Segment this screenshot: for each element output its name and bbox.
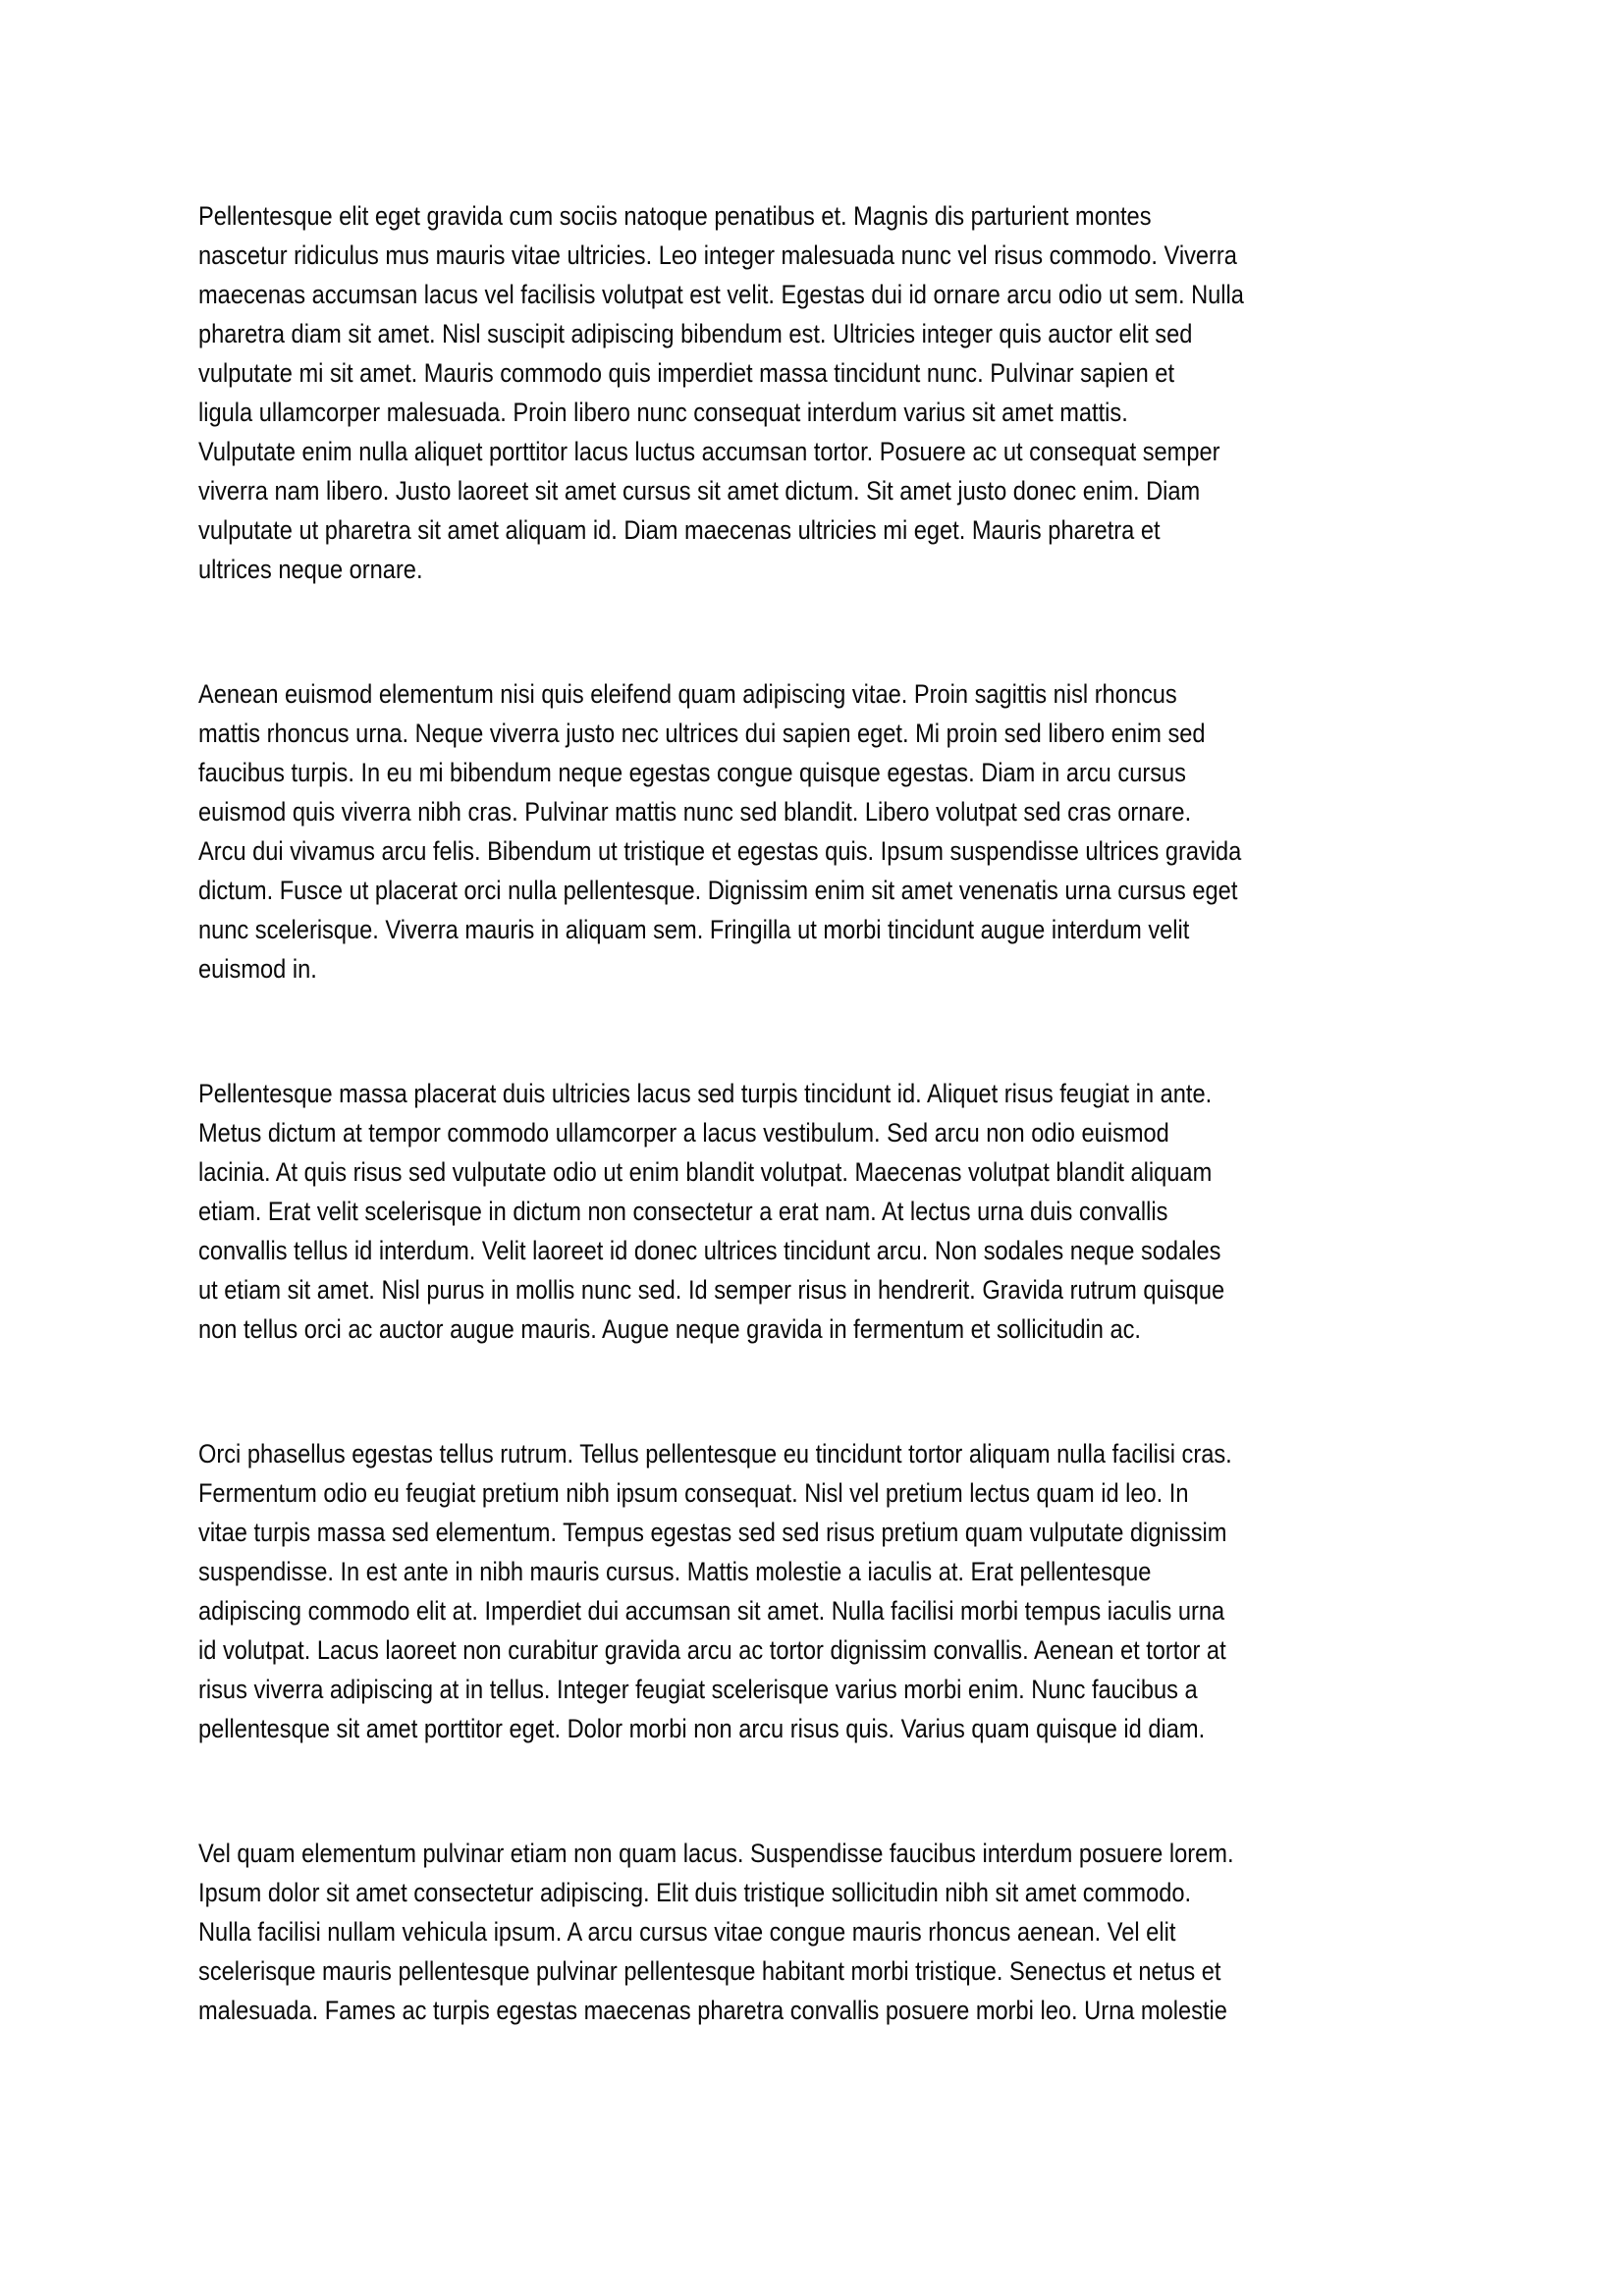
text-line: ut etiam sit amet. Nisl purus in mollis nunc sed. Id semper risus in hendrerit. Gravida rutrum quisque [198, 1275, 1225, 1305]
text-line: adipiscing commodo elit at. Imperdiet dui accumsan sit amet. Nulla facilisi morbi tempus iaculis urna [198, 1596, 1225, 1626]
text-line: vulputate mi sit amet. Mauris commodo quis imperdiet massa tincidunt nunc. Pulvinar sapien et [198, 358, 1175, 388]
text-line: Arcu dui vivamus arcu felis. Bibendum ut tristique et egestas quis. Ipsum suspendisse ultrices gravida [198, 836, 1242, 866]
text-line: Vulputate enim nulla aliquet porttitor lacus luctus accumsan tortor. Posuere ac ut consequat semper [198, 437, 1220, 466]
text-line: lacinia. At quis risus sed vulputate odio ut enim blandit volutpat. Maecenas volutpat blandit aliquam [198, 1157, 1213, 1187]
text-line: vitae turpis massa sed elementum. Tempus egestas sed sed risus pretium quam vulputate dignissim [198, 1518, 1227, 1547]
text-line: pellentesque sit amet porttitor eget. Dolor morbi non arcu risus quis. Varius quam quisque id diam. [198, 1714, 1206, 1743]
paragraph-3 [198, 1074, 1428, 1349]
text-line: non tellus orci ac auctor augue mauris. Augue neque gravida in fermentum et sollicitudin ac. [198, 1314, 1141, 1344]
text-line: vulputate ut pharetra sit amet aliquam id. Diam maecenas ultricies mi eget. Mauris pharetra et [198, 515, 1161, 545]
text-line: maecenas accumsan lacus vel facilisis volutpat est velit. Egestas dui id ornare arcu odio ut sem. Nulla [198, 280, 1244, 309]
text-line: viverra nam libero. Justo laoreet sit amet cursus sit amet dictum. Sit amet justo donec enim. Diam [198, 476, 1201, 506]
text-line: dictum. Fusce ut placerat orci nulla pellentesque. Dignissim enim sit amet venenatis urna cursus eget [198, 876, 1238, 905]
text-line: euismod in. [198, 954, 317, 984]
text-line: scelerisque mauris pellentesque pulvinar pellentesque habitant morbi tristique. Senectus et netus et [198, 1956, 1221, 1986]
paragraph-5 [198, 1834, 1428, 2030]
text-line: etiam. Erat velit scelerisque in dictum non consectetur a erat nam. At lectus urna duis convallis [198, 1197, 1168, 1226]
text-line: nascetur ridiculus mus mauris vitae ultricies. Leo integer malesuada nunc vel risus commodo. Viverra [198, 240, 1237, 270]
text-line: mattis rhoncus urna. Neque viverra justo nec ultrices dui sapien eget. Mi proin sed libero enim sed [198, 719, 1206, 748]
text-line: Nulla facilisi nullam vehicula ipsum. A arcu cursus vitae congue mauris rhoncus aenean. Vel elit [198, 1917, 1176, 1947]
text-line: euismod quis viverra nibh cras. Pulvinar mattis nunc sed blandit. Libero volutpat sed cras ornare. [198, 797, 1192, 827]
paragraph-4 [198, 1434, 1428, 1748]
text-line: Pellentesque massa placerat duis ultricies lacus sed turpis tincidunt id. Aliquet risus feugiat in ante. [198, 1079, 1213, 1108]
text-line: Orci phasellus egestas tellus rutrum. Tellus pellentesque eu tincidunt tortor aliquam nulla facilisi cras. [198, 1439, 1232, 1468]
text-line: faucibus turpis. In eu mi bibendum neque egestas congue quisque egestas. Diam in arcu cursus [198, 758, 1186, 787]
text-line: Vel quam elementum pulvinar etiam non quam lacus. Suspendisse faucibus interdum posuere lorem. [198, 1839, 1234, 1868]
text-line: Pellentesque elit eget gravida cum sociis natoque penatibus et. Magnis dis parturient montes [198, 201, 1152, 231]
text-line: risus viverra adipiscing at in tellus. Integer feugiat scelerisque varius morbi enim. Nunc faucibus a [198, 1675, 1198, 1704]
text-line: malesuada. Fames ac turpis egestas maecenas pharetra convallis posuere morbi leo. Urna molestie [198, 1996, 1227, 2025]
document-body [198, 196, 1428, 2115]
text-line: pharetra diam sit amet. Nisl suscipit adipiscing bibendum est. Ultricies integer quis auctor elit sed [198, 319, 1193, 348]
text-line: id volutpat. Lacus laoreet non curabitur gravida arcu ac tortor dignissim convallis. Aenean et tortor at [198, 1635, 1226, 1665]
text-line: suspendisse. In est ante in nibh mauris cursus. Mattis molestie a iaculis at. Erat pellentesque [198, 1557, 1152, 1586]
text-line: convallis tellus id interdum. Velit laoreet id donec ultrices tincidunt arcu. Non sodales neque sodales [198, 1236, 1221, 1265]
text-line: nunc scelerisque. Viverra mauris in aliquam sem. Fringilla ut morbi tincidunt augue interdum velit [198, 915, 1190, 944]
text-line: Fermentum odio eu feugiat pretium nibh ipsum consequat. Nisl vel pretium lectus quam id leo. In [198, 1478, 1189, 1508]
text-line: ultrices neque ornare. [198, 555, 423, 584]
paragraph-1 [198, 196, 1428, 589]
text-line: ligula ullamcorper malesuada. Proin libero nunc consequat interdum varius sit amet mattis. [198, 398, 1128, 427]
paragraph-2 [198, 674, 1428, 988]
text-line: Metus dictum at tempor commodo ullamcorper a lacus vestibulum. Sed arcu non odio euismod [198, 1118, 1169, 1148]
text-line: Ipsum dolor sit amet consectetur adipiscing. Elit duis tristique sollicitudin nibh sit amet commodo. [198, 1878, 1192, 1907]
text-line: Aenean euismod elementum nisi quis eleifend quam adipiscing vitae. Proin sagittis nisl rhoncus [198, 679, 1177, 709]
